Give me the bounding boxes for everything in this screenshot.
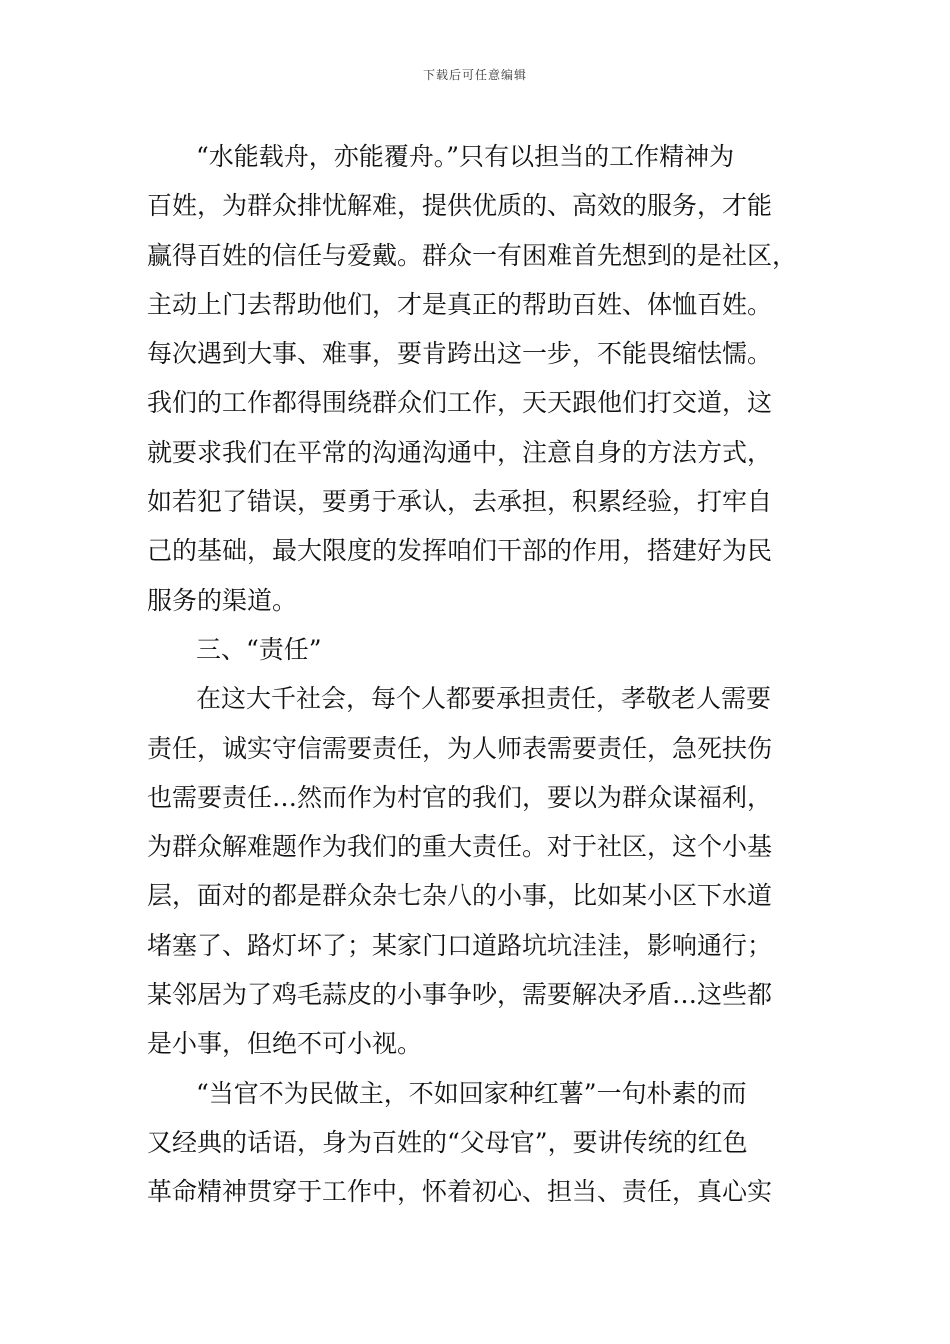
text-line: 也需要责任…然而作为村官的我们，要以为群众谋福利， — [147, 782, 773, 812]
text-line: 就要求我们在平常的沟通沟通中，注意自身的方法方式， — [147, 437, 773, 467]
text-line: 层，面对的都是群众杂七杂八的小事，比如某小区下水道 — [147, 881, 773, 911]
text-line: 每次遇到大事、难事，要肯跨出这一步，不能畏缩怯懦。 — [147, 339, 773, 369]
text-line: 主动上门去帮助他们，才是真正的帮助百姓、体恤百姓。 — [147, 289, 773, 319]
text-line: 我们的工作都得围绕群众们工作，天天跟他们打交道，这 — [147, 388, 773, 418]
text-line: 又经典的话语，身为百姓的“父母官”，要讲传统的红色 — [147, 1127, 748, 1157]
text-line: 堵塞了、路灯坏了；某家门口道路坑坑洼洼，影响通行； — [147, 930, 773, 960]
text-line: 在这大千社会，每个人都要承担责任，孝敬老人需要 — [196, 684, 772, 714]
text-line: 责任，诚实守信需要责任，为人师表需要责任，急死扶伤 — [147, 733, 773, 763]
text-line: 革命精神贯穿于工作中，怀着初心、担当、责任，真心实 — [147, 1177, 773, 1207]
text-line: 百姓，为群众排忧解难，提供优质的、高效的服务，才能 — [147, 191, 773, 221]
text-line: 赢得百姓的信任与爱戴。群众一有困难首先想到的是社区， — [147, 240, 798, 270]
text-line: “水能载舟，亦能覆舟。”只有以担当的工作精神为 — [196, 142, 735, 171]
document-body — [147, 132, 807, 1217]
section-heading: 三、“责任” — [196, 634, 322, 664]
page-header: 下载后可任意编辑 — [422, 68, 527, 82]
text-line: 某邻居为了鸡毛蒜皮的小事争吵，需要解决矛盾…这些都 — [147, 980, 773, 1010]
text-line: 为群众解难题作为我们的重大责任。对于社区，这个小基 — [147, 832, 773, 862]
text-line: “当官不为民做主，不如回家种红薯”一句朴素的而 — [196, 1078, 747, 1108]
text-line: 如若犯了错误，要勇于承认，去承担，积累经验，打牢自 — [147, 487, 773, 517]
text-line: 服务的渠道。 — [147, 585, 298, 615]
text-line: 是小事，但绝不可小视。 — [147, 1029, 423, 1059]
text-line: 己的基础，最大限度的发挥咱们干部的作用，搭建好为民 — [147, 536, 773, 566]
